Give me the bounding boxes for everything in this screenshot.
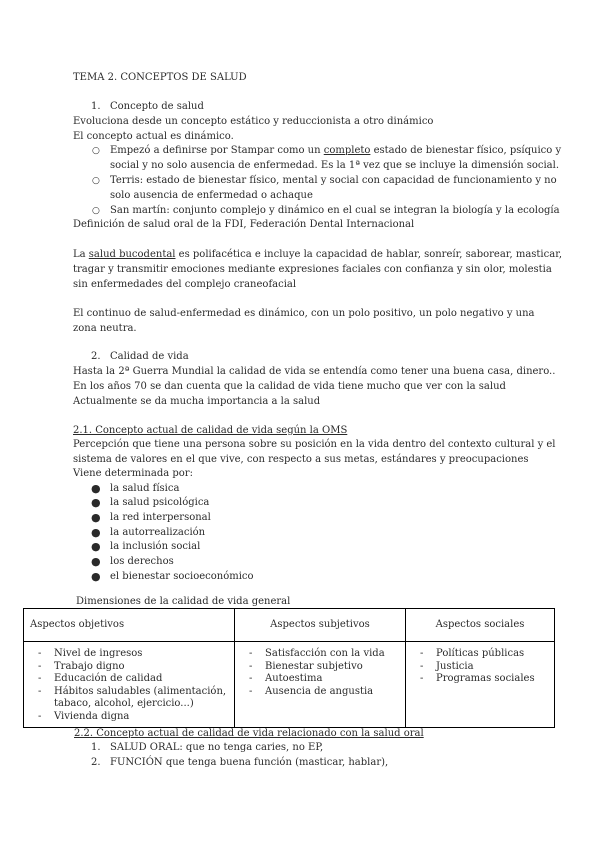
bullet-icon: ● (91, 540, 101, 553)
page-title: TEMA 2. CONCEPTOS DE SALUD (73, 72, 247, 83)
list-item: - Justicia (406, 661, 554, 674)
list-item: Empezó a definirse por Stampar como un completo estado de bienestar físico, psíquico y (110, 145, 562, 156)
paragraph: La salud bucodental es polifacética e incluye la capacidad de hablar, sonreír, saborear, masticar, (73, 249, 563, 260)
list-item: - Bienestar subjetivo (235, 661, 405, 674)
list-item: - Políticas públicas (406, 648, 554, 661)
list-item: - Trabajo digno (24, 661, 234, 674)
table-row (24, 642, 555, 728)
list-item: la autorrealización (110, 527, 206, 538)
list-item: Terris: estado de bienestar físico, mental y social con capacidad de funcionamiento y no (110, 175, 557, 186)
paragraph: Percepción que tiene una persona sobre su posición en la vida dentro del contexto cultural y el (73, 439, 556, 450)
section-2-heading: Calidad de vida (110, 351, 189, 362)
table-caption: Dimensiones de la calidad de vida general (76, 596, 291, 607)
objective-aspects-cell (24, 642, 235, 728)
list-item: - Educación de calidad (24, 673, 234, 686)
paragraph: Definición de salud oral de la FDI, Federación Dental Internacional (73, 219, 415, 230)
list-item: el bienestar socioeconómico (110, 571, 254, 582)
list-item: - Hábitos saludables (alimentación, tabaco, alcohol, ejercicio...) (24, 686, 234, 711)
list-item: la salud psicológica (110, 497, 210, 508)
list-item: - Vivienda digna (24, 711, 234, 724)
paragraph: Actualmente se da mucha importancia a la salud (73, 396, 321, 407)
social-list (406, 648, 554, 690)
column-header-objective: Aspectos objetivos (24, 609, 235, 642)
list-item: - Programas sociales (406, 673, 554, 686)
list-item: - Autoestima (235, 673, 405, 686)
list-item: FUNCIÓN que tenga buena función (masticar, hablar), (110, 757, 389, 768)
list-item: - Nivel de ingresos (24, 648, 234, 661)
paragraph: tragar y transmitir emociones mediante expresiones faciales con confianza y sin olor, molestia (73, 264, 552, 275)
column-header-subjective: Aspectos subjetivos (235, 609, 406, 642)
list-item: - Satisfacción con la vida (235, 648, 405, 661)
circle-bullet-icon: ○ (92, 146, 100, 156)
bullet-icon: ● (91, 526, 101, 539)
dimensions-table (23, 608, 555, 728)
objective-list (24, 648, 234, 727)
list-number: 1. (91, 742, 101, 753)
section-1-heading: Concepto de salud (110, 101, 204, 112)
list-item-continued: solo ausencia de enfermedad o achaque (110, 190, 313, 201)
bullet-icon: ● (91, 555, 101, 568)
paragraph: Hasta la 2ª Guerra Mundial la calidad de vida se entendía como tener una buena casa, dinero.. (73, 366, 556, 377)
section-1-number: 1. (91, 101, 101, 112)
paragraph: sistema de valores en el que vive, con respecto a sus metas, estándares y preocupaciones (73, 454, 529, 465)
paragraph: zona neutra. (73, 323, 137, 334)
circle-bullet-icon: ○ (92, 176, 100, 186)
list-item: la inclusión social (110, 541, 201, 552)
paragraph: Evoluciona desde un concepto estático y reduccionista a otro dinámico (73, 116, 434, 127)
paragraph: Viene determinada por: (73, 468, 193, 479)
paragraph: El continuo de salud-enfermedad es dinámico, con un polo positivo, un polo negativo y una (73, 308, 535, 319)
list-item: San martín: conjunto complejo y dinámico en el cual se integran la biología y la ecología (110, 205, 560, 216)
section-2-2-heading: 2.2. Concepto actual de calidad de vida relacionado con la salud oral (74, 728, 424, 739)
table-header-row (24, 609, 555, 642)
paragraph: sin enfermedades del complejo craneofacial (73, 279, 297, 290)
list-item: los derechos (110, 556, 174, 567)
section-2-1-heading: 2.1. Concepto actual de calidad de vida según la OMS (73, 425, 348, 436)
paragraph: En los años 70 se dan cuenta que la calidad de vida tiene mucho que ver con la salud (73, 381, 506, 392)
circle-bullet-icon: ○ (92, 206, 100, 216)
bullet-icon: ● (91, 570, 101, 583)
list-item: - Ausencia de angustia (235, 686, 405, 699)
section-2-number: 2. (91, 351, 101, 362)
list-item: la salud física (110, 483, 180, 494)
subjective-aspects-cell (235, 642, 406, 728)
paragraph: El concepto actual es dinámico. (73, 131, 234, 142)
list-number: 2. (91, 757, 101, 768)
social-aspects-cell (406, 642, 555, 728)
subjective-list (235, 648, 405, 702)
column-header-social: Aspectos sociales (406, 609, 555, 642)
list-item-continued: social y no solo ausencia de enfermedad. Es la 1ª vez que se incluye la dimensión social. (110, 160, 560, 171)
bullet-icon: ● (91, 482, 101, 495)
list-item: SALUD ORAL: que no tenga caries, no EP, (110, 742, 324, 753)
bullet-icon: ● (91, 511, 101, 524)
list-item: la red interpersonal (110, 512, 211, 523)
bullet-icon: ● (91, 496, 101, 509)
